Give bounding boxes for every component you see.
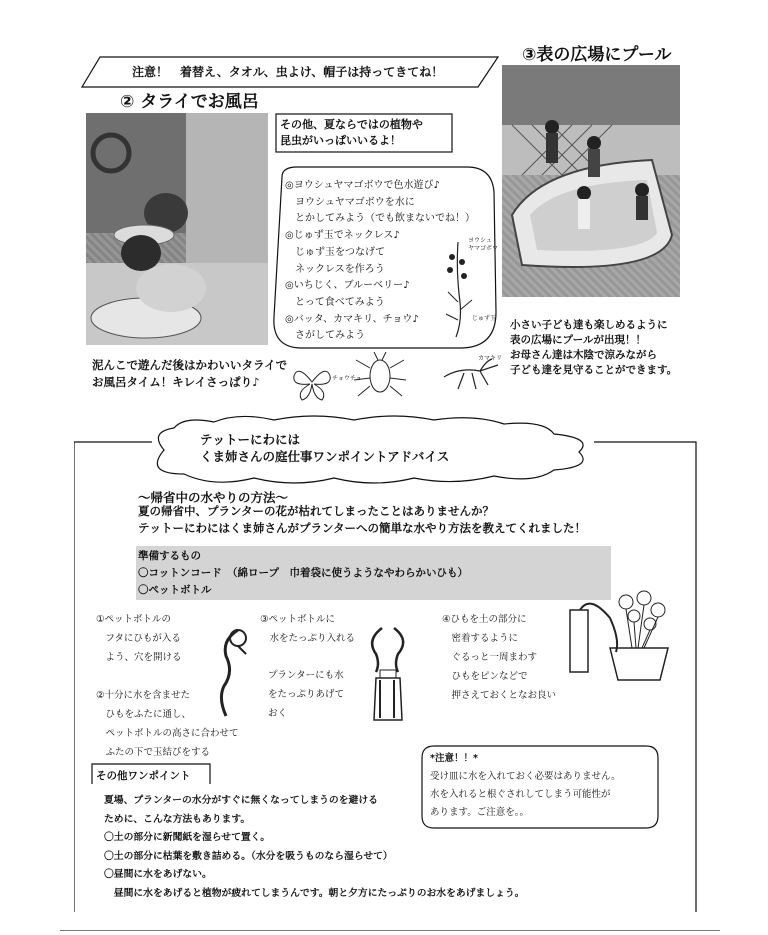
section3-caption-line: お母さん達は木陰で涼みながら bbox=[510, 349, 657, 361]
planter-flower-sketch-icon bbox=[560, 588, 672, 682]
step-line: ぐるっと一周まわす bbox=[442, 652, 538, 663]
advice-title-line-1: テットーにわには bbox=[200, 432, 301, 447]
step-line: ひもをピンなどで bbox=[442, 671, 528, 682]
cord-knot-sketch-icon bbox=[212, 620, 258, 720]
other-line: 〇土の部分に新聞紙を湿らせて置く。 bbox=[104, 832, 271, 843]
cicada-icon bbox=[350, 352, 410, 404]
mantis-label: カマキリ bbox=[478, 355, 503, 362]
plants-heading-line-1: その他、夏ならではの植物や bbox=[280, 118, 423, 131]
step-line: ④ひもを土の部分に bbox=[442, 614, 527, 625]
caution-line: 受け皿に水を入れておく必要はありません。 bbox=[430, 771, 621, 782]
section2-caption-line: お風呂タイム！キレイさっぱり♪ bbox=[92, 375, 260, 389]
section3-caption-line: 小さい子ども達も楽しめるように bbox=[510, 319, 668, 331]
advice-cloud-title bbox=[200, 431, 449, 465]
tub-bath-photo bbox=[86, 113, 268, 345]
prep-heading: 準備するもの bbox=[138, 550, 201, 562]
notice-banner-text: 注意！ 着替え、タオル、虫よけ、帽子は持ってきてね！ bbox=[132, 65, 444, 79]
caution-line: 水を入れると根ぐされしてしまう可能性が bbox=[430, 789, 611, 800]
section2-title: ② タライでお風呂 bbox=[120, 92, 259, 112]
plants-heading-line-2: 昆虫がいっぱいいるよ！ bbox=[280, 134, 401, 147]
section3-title: ③表の広場にプール bbox=[522, 45, 672, 65]
step-line: 押さえておくとなお良い bbox=[442, 690, 557, 701]
step-line: ペットボトルの高さに合わせて bbox=[96, 728, 239, 739]
pool-photo-illustration bbox=[502, 65, 680, 297]
step-line: ふたの下で玉結びをする bbox=[96, 747, 211, 758]
other-line: ために、こんな方法もあります。 bbox=[104, 813, 251, 825]
butterfly-label: チョウチョ bbox=[332, 375, 362, 382]
step1-text bbox=[96, 610, 182, 667]
other-line: 夏場、プランターの水分がすぐに無くなってしまうのを避ける bbox=[104, 795, 378, 806]
section2-caption bbox=[92, 357, 287, 391]
step-line: プランターにも水 bbox=[268, 670, 344, 681]
step-line: ひもをふたに通し、 bbox=[96, 709, 192, 720]
step-line: 密着するように bbox=[442, 633, 519, 644]
butterfly-icon bbox=[290, 362, 334, 402]
step-line: フタにひもが入る bbox=[96, 633, 181, 644]
step3b-text bbox=[268, 666, 344, 723]
plants-line: ヨウシュヤマゴボウを水に bbox=[285, 196, 415, 208]
step-line: よう、穴を開ける bbox=[96, 652, 182, 663]
prep-item: 〇ペットボトル bbox=[138, 584, 212, 596]
step-line: をたっぷりあげて bbox=[268, 689, 345, 700]
advice-subtitle: ～帰省中の水やりの方法～ bbox=[138, 490, 289, 505]
plants-line: ◎バッタ、カマキリ、チョウ♪ bbox=[285, 313, 419, 325]
other-line: 昼間に水をあげると植物が疲れてしまうんです。朝と夕方にたっぷりのお水をあげましょう。 bbox=[104, 887, 525, 899]
pokeweed-label: ヨウシュ ヤマゴボウ bbox=[468, 237, 499, 252]
pool-photo bbox=[502, 65, 680, 297]
jobs-tears-label: じゅず玉 bbox=[472, 315, 497, 322]
plants-line: さがしてみよう bbox=[285, 330, 365, 342]
other-line: 〇昼間に水をあげない。 bbox=[104, 869, 212, 880]
plants-line: じゅず玉をつなげて bbox=[285, 246, 385, 258]
step-line: ③ペットボトルに bbox=[260, 614, 336, 625]
prep-item: 〇コットンコード （綿ロープ 巾着袋に使うようなやわらかいひも） bbox=[138, 567, 469, 579]
plants-line: とって食べてみよう bbox=[285, 296, 385, 308]
section3-caption-line: 子ども達を見守ることができます。 bbox=[510, 364, 678, 376]
plants-line: ネックレスを作ろう bbox=[285, 263, 385, 275]
plants-line: ◎ヨウシュヤマゴボウで色水遊び♪ bbox=[285, 180, 440, 191]
section3-caption bbox=[510, 318, 677, 378]
advice-intro bbox=[138, 503, 586, 537]
step-line: ②十分に水を含ませた bbox=[96, 690, 191, 701]
plants-box-heading bbox=[280, 117, 423, 149]
step-line: 水をたっぷり入れる bbox=[260, 633, 356, 644]
section3-caption-line: 表の広場にプールが出現！！ bbox=[510, 334, 646, 346]
step4-text bbox=[442, 610, 556, 705]
plants-line: ◎いちじく、ブルーベリー♪ bbox=[285, 280, 410, 292]
advice-intro-line: 夏の帰省中、プランターの花が枯れてしまったことはありませんか？ bbox=[138, 504, 495, 518]
plants-line: とかしてみよう（でも飲まないでね！） bbox=[285, 213, 475, 225]
other-line: 〇土の部分に枯葉を敷き詰める。（水分を吸うものなら湿らせて） bbox=[104, 850, 393, 862]
bottom-rule bbox=[60, 930, 720, 931]
step-line: おく bbox=[268, 708, 288, 719]
bottle-sketch-icon bbox=[358, 620, 418, 726]
step3a-text bbox=[260, 610, 355, 648]
tub-bath-photo-illustration bbox=[86, 113, 268, 345]
advice-intro-line: テットーにわにはくま姉さんがプランターへの簡単な水やり方法を教えてくれました！ bbox=[138, 521, 587, 535]
prep-list bbox=[138, 548, 468, 599]
other-list bbox=[104, 792, 524, 903]
section2-caption-line: 泥んこで遊んだ後はかわいいタライで bbox=[92, 358, 288, 372]
other-heading: その他ワンポイント bbox=[96, 770, 191, 782]
caution-line: あります。ご注意を。。 bbox=[430, 807, 529, 818]
advice-title-line-2: くま姉さんの庭仕事ワンポイントアドバイス bbox=[200, 449, 450, 464]
step-line: ①ペットボトルの bbox=[96, 614, 172, 625]
caution-title: *注意！！* bbox=[430, 753, 478, 764]
plants-line: ◎じゅず玉でネックレス♪ bbox=[285, 230, 400, 242]
